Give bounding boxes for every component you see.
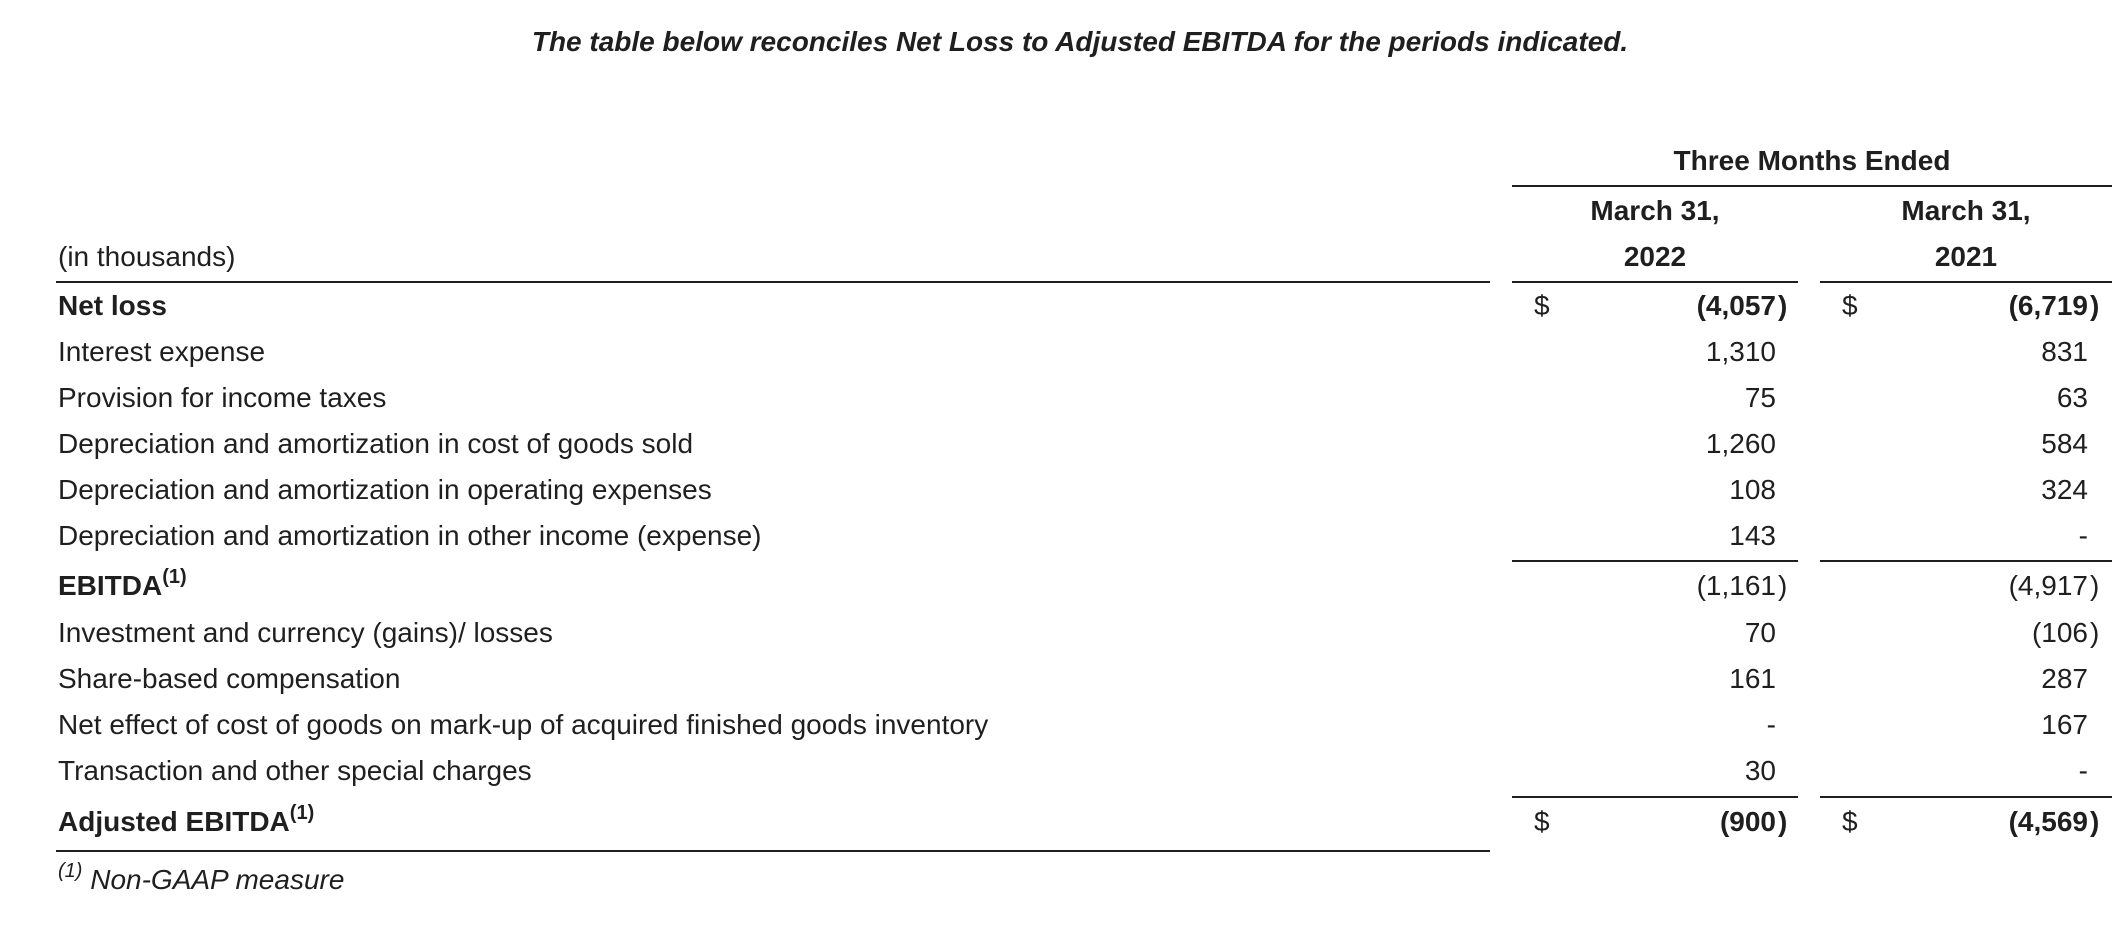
adj-ebitda-rule-2021	[1820, 796, 2112, 798]
cell-da-other-2022: 143	[1729, 520, 1776, 551]
cell-net-loss-2022: (4,057	[1696, 290, 1776, 321]
cell-da-opex-2022: 108	[1729, 474, 1776, 505]
units-label: (in thousands)	[58, 241, 236, 272]
row-label-da-cogs: Depreciation and amortization in cost of goods sold	[58, 428, 694, 459]
header-rule-label	[56, 281, 1490, 283]
cell-sbc-2021: 287	[2041, 663, 2088, 694]
cell-investment-2021: (106	[2031, 617, 2088, 648]
paren-investment-2021: )	[2090, 617, 2100, 648]
col-2021-line1: March 31,	[1901, 195, 2031, 226]
ebitda-footnote-marker: (1)	[162, 565, 187, 588]
paren-net-loss-2022: )	[1778, 290, 1788, 321]
footnote-marker: (1)	[58, 859, 83, 882]
adjusted-ebitda-footnote-marker: (1)	[289, 801, 315, 824]
adjusted-ebitda-label-text: Adjusted EBITDA	[58, 806, 290, 837]
row-label-interest-expense: Interest expense	[58, 336, 266, 367]
cell-ebitda-2022: (1,161	[1696, 570, 1776, 601]
cell-net-loss-2021: (6,719	[2008, 290, 2088, 321]
row-label-da-opex: Depreciation and amortization in operating expenses	[58, 474, 712, 505]
row-label-share-based-comp: Share-based compensation	[58, 663, 401, 694]
cell-net-effect-2022: -	[1766, 709, 1776, 740]
ebitda-rule-2022	[1512, 560, 1798, 562]
row-label-da-other: Depreciation and amortization in other income (expense)	[58, 520, 762, 551]
row-label-net-effect-cogs: Net effect of cost of goods on mark-up of acquired finished goods inventory	[58, 709, 989, 740]
footnote-text: Non-GAAP measure	[90, 864, 345, 895]
currency-symbol: $	[1842, 290, 1858, 321]
cell-da-opex-2021: 324	[2041, 474, 2088, 505]
paren-ebitda-2022: )	[1778, 570, 1788, 601]
col-2022-line1: March 31,	[1590, 195, 1720, 226]
currency-symbol: $	[1534, 806, 1550, 837]
cell-ebitda-2021: (4,917	[2008, 570, 2088, 601]
paren-net-loss-2021: )	[2090, 290, 2100, 321]
cell-adj-ebitda-2021: (4,569	[2008, 806, 2088, 837]
row-label-income-taxes: Provision for income taxes	[58, 382, 387, 413]
paren-adj-ebitda-2022: )	[1778, 806, 1788, 837]
col-2021-line2: 2021	[1934, 241, 1998, 272]
paren-ebitda-2021: )	[2090, 570, 2100, 601]
cell-taxes-2021: 63	[2056, 382, 2088, 413]
table-caption: The table below reconciles Net Loss to Adjusted EBITDA for the periods indicated.	[531, 26, 1629, 57]
cell-investment-2022: 70	[1744, 617, 1776, 648]
cell-interest-2022: 1,310	[1705, 336, 1776, 367]
cell-transaction-2021: -	[2078, 755, 2088, 786]
cell-da-cogs-2022: 1,260	[1705, 428, 1776, 459]
cell-transaction-2022: 30	[1744, 755, 1776, 786]
cell-sbc-2022: 161	[1729, 663, 1776, 694]
ebitda-rule-2021	[1820, 560, 2112, 562]
footnote	[58, 857, 344, 903]
cell-da-other-2021: -	[2078, 520, 2088, 551]
cell-da-cogs-2021: 584	[2041, 428, 2088, 459]
row-label-transaction-charges: Transaction and other special charges	[58, 755, 532, 786]
cell-taxes-2022: 75	[1744, 382, 1776, 413]
group-header: Three Months Ended	[1673, 145, 1951, 176]
paren-adj-ebitda-2021: )	[2090, 806, 2100, 837]
currency-symbol: $	[1534, 290, 1550, 321]
cell-net-effect-2021: 167	[2041, 709, 2088, 740]
row-label-net-loss: Net loss	[58, 290, 167, 321]
currency-symbol: $	[1842, 806, 1858, 837]
col-2022-line2: 2022	[1623, 241, 1687, 272]
ebitda-label-text: EBITDA	[58, 570, 163, 601]
group-header-rule	[1512, 185, 2112, 187]
footer-rule	[56, 850, 1490, 852]
cell-adj-ebitda-2022: (900	[1719, 806, 1776, 837]
adj-ebitda-rule-2022	[1512, 796, 1798, 798]
row-label-adjusted-ebitda	[58, 799, 314, 845]
row-label-investment-currency: Investment and currency (gains)/ losses	[58, 617, 553, 648]
cell-interest-2021: 831	[2041, 336, 2088, 367]
row-label-ebitda	[58, 563, 187, 609]
